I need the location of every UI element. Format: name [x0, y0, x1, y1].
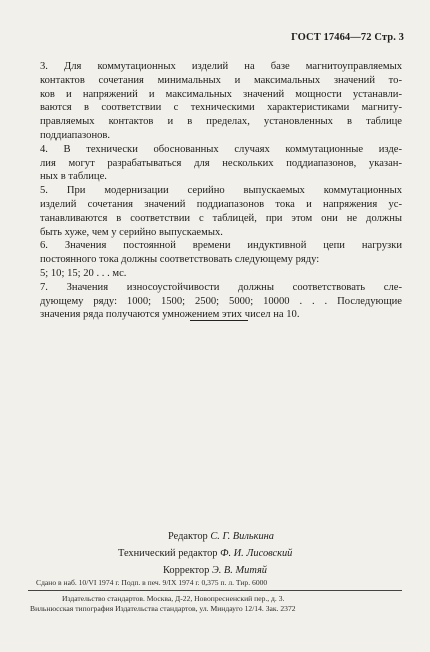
tech-editor-credit: [118, 545, 292, 562]
text-line: лия могут разрабатываться для нескольких поддиапазонов, указан-: [40, 157, 402, 169]
text-line: ных в таблице.: [40, 171, 107, 183]
text-line: ваются в соответствии с техническими характеристиками магниту-: [40, 102, 402, 114]
tech-editor-role: Технический редактор: [118, 548, 218, 559]
text-line: 3. Для коммутационных изделий на базе магнитоуправляемых: [40, 61, 402, 72]
text-line: 5; 10; 15; 20 . . . мс.: [40, 267, 127, 279]
text-line: контактов сочетания минимальных и максимальных значений то-: [40, 74, 402, 86]
text-line: 6. Значения постоянной времени индуктивной цепи нагрузки: [40, 240, 402, 252]
text-line: постоянного тока должны соответствовать следующему ряду:: [40, 254, 320, 266]
paragraph-4: [30, 143, 402, 184]
text-line: 4. В технически обоснованных случаях коммутационные изде-: [40, 143, 402, 155]
editor-credit: [168, 528, 274, 545]
text-line: танавливаются в соответствии с таблицей, при этом они не должны: [40, 212, 402, 224]
editor-name: С. Г. Вилькина: [210, 531, 275, 542]
text-line: ков и напряжений и максимальных значений мощности устанавли-: [40, 88, 402, 100]
paragraph-7: [30, 281, 402, 322]
paragraph-6: [30, 239, 402, 280]
page-number: Стр. 3: [374, 32, 404, 43]
imprint-printer: Вильнюсская типография Издательства стандартов, ул. Миндауго 12/14. Зак. 2372: [30, 604, 296, 613]
corrector-name: Э. В. Митяй: [211, 565, 267, 576]
corrector-role: Корректор: [163, 565, 210, 576]
imprint-publisher: Издательство стандартов. Москва, Д-22, Новопресненский пер., д. 3.: [62, 594, 285, 603]
text-line: быть хуже, чем у серийно выпускаемых.: [40, 226, 223, 238]
body-text: [30, 60, 402, 322]
editor-role: Редактор: [168, 531, 208, 542]
text-line: 7. Значения износоустойчивости должны соответствовать сле-: [40, 281, 402, 293]
text-line: изделий сочетания значений поддиапазонов тока и напряжения ус-: [40, 198, 402, 210]
text-line: значения ряда получаются умножением этих чисел на 10.: [40, 309, 300, 321]
imprint-rule: [28, 590, 402, 591]
paragraph-5: [30, 184, 402, 239]
text-line: правляемых контактов и в пределах, установленных в таблице: [40, 116, 402, 128]
imprint-print-data: Сдано в наб. 10/VI 1974 г. Подп. в печ. 9/IX 1974 г. 0,375 п. л. Тир. 6000: [36, 578, 268, 587]
page-header: [291, 32, 404, 43]
tech-editor-name: Ф. И. Лисовский: [220, 548, 293, 559]
section-divider: [190, 320, 248, 321]
text-line: дующему ряду: 1000; 1500; 2500; 5000; 10000 . . . Последующие: [40, 295, 402, 307]
text-line: поддиапазонов.: [40, 129, 111, 141]
standard-number: ГОСТ 17464—72: [291, 32, 372, 43]
paragraph-3: [30, 60, 402, 143]
text-line: 5. При модернизации серийно выпускаемых коммутационных: [40, 185, 402, 197]
